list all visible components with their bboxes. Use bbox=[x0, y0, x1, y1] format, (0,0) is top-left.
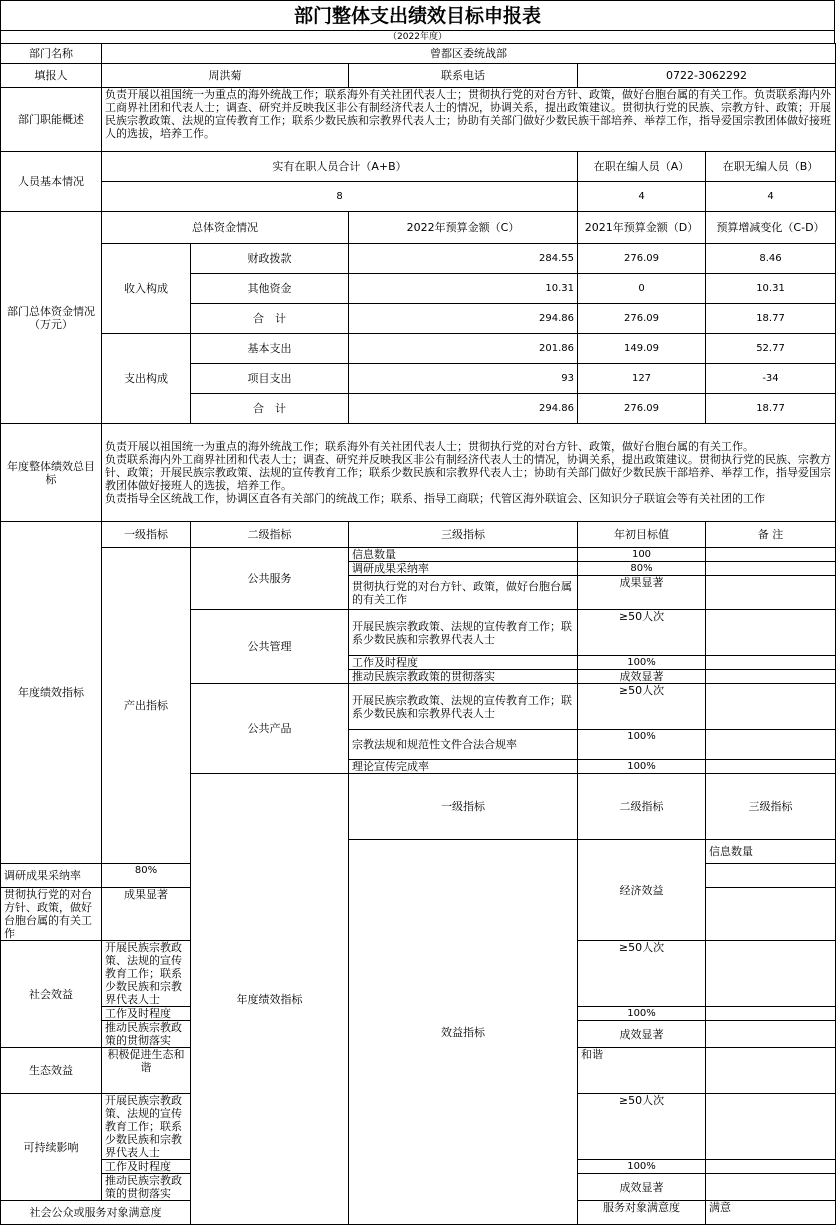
group-sustain: 可持续影响 bbox=[1, 1094, 102, 1201]
benefit-l1: 效益指标 bbox=[349, 840, 578, 1225]
indicator-note bbox=[706, 610, 836, 656]
indicator-name: 推动民族宗教政策的贯彻落实 bbox=[102, 1174, 191, 1201]
indicator-target: 100% bbox=[578, 760, 706, 774]
indicator-name: 推动民族宗教政策的贯彻落实 bbox=[102, 1021, 191, 1048]
indicator-note bbox=[706, 670, 836, 684]
indicator-target: 100% bbox=[578, 656, 706, 670]
indicator-target: 100% bbox=[578, 730, 706, 760]
indicator-name: 积极促进生态和谐 bbox=[102, 1048, 191, 1094]
indicator-name: 贯彻执行党的对台方针、政策，做好台胞台属的有关工作 bbox=[1, 888, 102, 941]
group-public-product: 公共产品 bbox=[191, 684, 349, 774]
group-econ: 经济效益 bbox=[578, 840, 706, 941]
expense-total-name: 合 计 bbox=[191, 394, 349, 424]
indicator-name: 信息数量 bbox=[349, 548, 578, 562]
indicator-name: 服务对象满意度 bbox=[578, 1201, 706, 1225]
filler-name: 周洪菊 bbox=[102, 64, 349, 88]
header-l1: 一级指标 bbox=[349, 774, 578, 840]
group-public-service: 公共服务 bbox=[191, 548, 349, 610]
indicator-target: 成果显著 bbox=[578, 576, 706, 610]
indicator-target: ≥50人次 bbox=[578, 1094, 706, 1160]
staff-a-value: 4 bbox=[578, 182, 706, 212]
expense-total-d: 276.09 bbox=[578, 394, 706, 424]
indicator-target: ≥50人次 bbox=[578, 610, 706, 656]
indicator-target: 100 bbox=[578, 548, 706, 562]
expense-c: 93 bbox=[349, 364, 578, 394]
indicator-name: 贯彻执行党的对台方针、政策，做好台胞台属的有关工作 bbox=[349, 576, 578, 610]
expense-d: 149.09 bbox=[578, 334, 706, 364]
goals-text bbox=[102, 424, 836, 522]
expense-label: 支出构成 bbox=[102, 334, 191, 424]
form-table bbox=[0, 43, 836, 1225]
indicator-name: 宗教法规和规范性文件合法合规率 bbox=[349, 730, 578, 760]
group-public-mgmt: 公共管理 bbox=[191, 610, 349, 684]
indicator-name: 工作及时程度 bbox=[102, 1160, 191, 1174]
income-name: 财政拨款 bbox=[191, 244, 349, 274]
indicator-note bbox=[706, 864, 836, 888]
income-name: 其他资金 bbox=[191, 274, 349, 304]
dept-name-value: 曾都区委统战部 bbox=[102, 44, 836, 64]
indicator-name: 推动民族宗教政策的贯彻落实 bbox=[349, 670, 578, 684]
goal-line: 负责指导全区统战工作，协调区直各有关部门的统战工作；联系、指导工商联；代管区海外联谊会、区知识分子联谊会等有关社团的工作 bbox=[105, 492, 765, 505]
indicator-name: 调研成果采纳率 bbox=[1, 864, 102, 888]
indicator-note bbox=[706, 1094, 836, 1160]
income-total-c: 294.86 bbox=[349, 304, 578, 334]
expense-d: 127 bbox=[578, 364, 706, 394]
staff-b-header: 在职无编人员（B） bbox=[706, 152, 836, 182]
header-l1: 一级指标 bbox=[102, 522, 191, 548]
expense-total-c: 294.86 bbox=[349, 394, 578, 424]
indicator-name: 信息数量 bbox=[706, 840, 836, 864]
expense-name: 基本支出 bbox=[191, 334, 349, 364]
funds-overall-header: 总体资金情况 bbox=[102, 212, 349, 244]
indicator-note bbox=[706, 888, 836, 941]
income-cd: 8.46 bbox=[706, 244, 836, 274]
staff-label: 人员基本情况 bbox=[1, 152, 102, 212]
indicator-name: 工作及时程度 bbox=[349, 656, 578, 670]
group-social: 社会效益 bbox=[1, 941, 102, 1048]
duties-label: 部门职能概述 bbox=[1, 88, 102, 152]
indicator-target: 满意 bbox=[706, 1201, 836, 1225]
indicator-note bbox=[706, 576, 836, 610]
goals-label: 年度整体绩效总目标 bbox=[1, 424, 102, 522]
goal-line: 负责开展以祖国统一为重点的海外统战工作；联系海外有关社团代表人士；贯彻执行党的对台方针、政策，做好台胞台属的有关工作。 bbox=[105, 440, 754, 453]
indicator-note bbox=[706, 760, 836, 774]
group-eco: 生态效益 bbox=[1, 1048, 102, 1094]
indicator-note bbox=[706, 1160, 836, 1174]
header-l3: 三级指标 bbox=[349, 522, 578, 548]
goal-line: 负责联系海内外工商界社团和代表人士；调查、研究并反映我区非公有制经济代表人士的情况，协调关系，提出政策建议。贯彻执行党的民族、宗教方针、政策；开展民族宗教政策、法规的宣传教育工作；联系少数民族和宗教界代表人士；协助有关部门做好少数民族干部培养、举荐工作，指导爱国宗教团体做好接班人的选拔，培养工作。 bbox=[105, 453, 831, 492]
funds-d-header: 2021年预算金额（D） bbox=[578, 212, 706, 244]
dept-name-label: 部门名称 bbox=[1, 44, 102, 64]
indicator-note bbox=[706, 548, 836, 562]
indicator-note bbox=[706, 1007, 836, 1021]
indicator-note bbox=[706, 656, 836, 670]
income-c: 10.31 bbox=[349, 274, 578, 304]
indicator-target: 和谐 bbox=[578, 1048, 706, 1094]
funds-label: 部门总体资金情况（万元） bbox=[1, 212, 102, 424]
indicator-target: 100% bbox=[578, 1007, 706, 1021]
output-section-label: 年度绩效指标 bbox=[1, 522, 102, 864]
group-satisfaction: 社会公众或服务对象满意度 bbox=[1, 1201, 191, 1225]
expense-c: 201.86 bbox=[349, 334, 578, 364]
indicator-name: 调研成果采纳率 bbox=[349, 562, 578, 576]
indicator-target: 100% bbox=[578, 1160, 706, 1174]
indicator-name: 开展民族宗教政策、法规的宣传教育工作；联系少数民族和宗教界代表人士 bbox=[349, 684, 578, 730]
header-l2: 二级指标 bbox=[578, 774, 706, 840]
income-total-cd: 18.77 bbox=[706, 304, 836, 334]
duties-text: 负责开展以祖国统一为重点的海外统战工作；联系海外有关社团代表人士；贯彻执行党的对台方针、政策，做好台胞台属的有关工作。负责联系海内外工商界社团和代表人士；调查、研究并反映我区非公有制经济代表人士的情况，协调关系，提出政策建议。贯彻执行党的民族、宗教方针、政策；开展民族宗教政策、法规的宣传教育工作；联系少数民族和宗教界代表人士；协助有关部门做好少数民族干部培养、举荐工作，指导爱国宗教团体做好接班人的选拔，培养工作。 bbox=[102, 88, 836, 152]
indicator-note bbox=[706, 1174, 836, 1201]
phone-value: 0722-3062292 bbox=[578, 64, 836, 88]
output-l1: 产出指标 bbox=[102, 548, 191, 864]
header-target: 年初目标值 bbox=[578, 522, 706, 548]
indicator-note bbox=[706, 1021, 836, 1048]
income-cd: 10.31 bbox=[706, 274, 836, 304]
expense-cd: 52.77 bbox=[706, 334, 836, 364]
indicator-target: ≥50人次 bbox=[578, 941, 706, 1007]
indicator-target: ≥50人次 bbox=[578, 684, 706, 730]
header-l3: 三级指标 bbox=[706, 774, 836, 840]
income-label: 收入构成 bbox=[102, 244, 191, 334]
indicator-name: 开展民族宗教政策、法规的宣传教育工作；联系少数民族和宗教界代表人士 bbox=[102, 1094, 191, 1160]
indicator-target: 80% bbox=[102, 864, 191, 888]
staff-a-header: 在职在编人员（A） bbox=[578, 152, 706, 182]
indicator-name: 开展民族宗教政策、法规的宣传教育工作；联系少数民族和宗教界代表人士 bbox=[102, 941, 191, 1007]
form-year: （2022年度） bbox=[0, 31, 835, 43]
phone-label: 联系电话 bbox=[349, 64, 578, 88]
indicator-name: 理论宣传完成率 bbox=[349, 760, 578, 774]
indicator-note bbox=[706, 730, 836, 760]
expense-cd: -34 bbox=[706, 364, 836, 394]
income-c: 284.55 bbox=[349, 244, 578, 274]
income-total-d: 276.09 bbox=[578, 304, 706, 334]
indicator-note bbox=[706, 684, 836, 730]
indicator-target: 成效显著 bbox=[578, 670, 706, 684]
indicator-name: 工作及时程度 bbox=[102, 1007, 191, 1021]
filler-label: 填报人 bbox=[1, 64, 102, 88]
income-d: 276.09 bbox=[578, 244, 706, 274]
income-total-name: 合 计 bbox=[191, 304, 349, 334]
indicator-name: 开展民族宗教政策、法规的宣传教育工作；联系少数民族和宗教界代表人士 bbox=[349, 610, 578, 656]
indicator-note bbox=[706, 562, 836, 576]
indicator-target: 成果显著 bbox=[102, 888, 191, 941]
indicator-note bbox=[706, 941, 836, 1007]
income-d: 0 bbox=[578, 274, 706, 304]
funds-c-header: 2022年预算金额（C） bbox=[349, 212, 578, 244]
staff-total-header: 实有在职人员合计（A+B） bbox=[102, 152, 578, 182]
form-title: 部门整体支出绩效目标申报表 bbox=[0, 0, 835, 31]
staff-b-value: 4 bbox=[706, 182, 836, 212]
funds-cd-header: 预算增减变化（C-D） bbox=[706, 212, 836, 244]
staff-total-value: 8 bbox=[102, 182, 578, 212]
header-l2: 二级指标 bbox=[191, 522, 349, 548]
benefit-section-label: 年度绩效指标 bbox=[191, 774, 349, 1225]
header-note: 备 注 bbox=[706, 522, 836, 548]
indicator-target: 成效显著 bbox=[578, 1174, 706, 1201]
indicator-target: 80% bbox=[578, 562, 706, 576]
expense-total-cd: 18.77 bbox=[706, 394, 836, 424]
indicator-note bbox=[706, 1048, 836, 1094]
indicator-target: 成效显著 bbox=[578, 1021, 706, 1048]
expense-name: 项目支出 bbox=[191, 364, 349, 394]
